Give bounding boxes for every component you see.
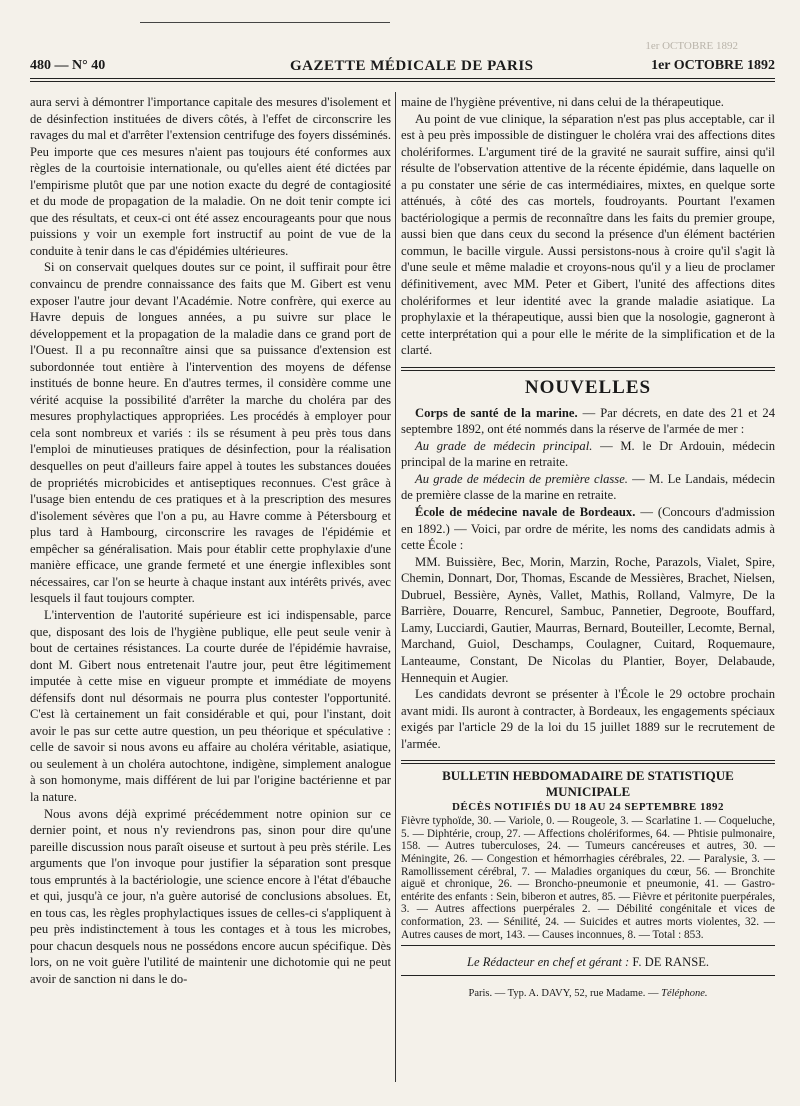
candidate-list: MM. Buissière, Bec, Morin, Marzin, Roche, Parazols, Vialet, Spire, Chemin, Donnart, Dor, Thomas, Escande de Messières, Brachet, Nielsen, Dubruel, Bessière, Aynès, Vallet, Mathis, Rolland, Valmyre, De la Barrière, Douarre, Rencurel, Sambuc, Pannetier, Degroote, Bouffard, Lamy, Lucciardi, Gautier, Maurras, Bernard, Bouteiller, Lecomte, Bernal, Marchand, Guiol, Deschamps, Coulagner, Cuitard, Roquemaure, Lanteaume, Constant, De Nicolas du Plantier, Boyer, Delabaude, Hennequin et Augier. bbox=[401, 554, 775, 685]
paragraph: L'intervention de l'autorité supérieure est ici indispensable, parce que, disposant des lois de l'hygiène publique, elle peut seule venir à bout de certaines résistances. La courte durée de l'épidémie havraise, dont M. Gibert nous entretenait l'autre jour, peut être légitimement imputée à cette mise en vigueur prompte et immédiate de moyens défensifs dont nul désormais ne pourra plus contester l'opportunité. C'est là certainement un fait considérable et qui, pour l'instant, doit avoir le pas sur cette autre question, un peu théorique et spéculative : celle de savoir si nous avons eu affaire au choléra véritable, asiatique, ou seulement à un choléra autochtone, indigène, simplement analogue à son homonyme, mais différent de lui par l'origine bactérienne et par la nature. bbox=[30, 607, 391, 804]
signature bbox=[401, 954, 775, 971]
news-closing: Les candidats devront se présenter à l'École le 29 octobre prochain avant midi. Ils auront à contracter, à Bordeaux, les engagements spéciaux exigés par l'article 29 de la loi du 15 juillet 1889 sur le recrutement de l'armée. bbox=[401, 687, 775, 751]
section-rule bbox=[401, 760, 775, 764]
grade-label: Au grade de médecin principal. bbox=[415, 438, 593, 453]
news-text: — M. Le Landais, médecin de première classe de la marine en retraite. bbox=[401, 471, 776, 503]
paragraph: Nous avons déjà exprimé précédemment notre opinion sur ce dernier point, et nous n'y reviendrons pas, sinon pour dire qu'une pareille discussion nous paraît oiseuse et surtout à peu près stérile. Les arguments que l'on invoque pour justifier la séparation sont presque tous empruntés à la bactériologie, une science encore à l'état d'ébauche et qui, jusqu'à ce jour, n'a guère autorisé de conclusions absolues. Et, en tous cas, les règles prophylactiques issues de celles-ci s'appliquent à peu près indistinctement à tous les contages et à tous les microbes, pour chacun desquels nous ne possédons encore aucun spécifique. Dès lors, on ne voit guère l'utilité de maintenir une dichotomie qui ne peut avoir de sanction ni dans le do- bbox=[30, 806, 391, 986]
journal-title: GAZETTE MÉDICALE DE PARIS bbox=[290, 58, 534, 74]
column-divider bbox=[395, 92, 396, 1082]
header-rule bbox=[30, 78, 775, 82]
section-rule bbox=[401, 367, 775, 371]
news-item bbox=[401, 405, 775, 438]
page-number: 480 — N° 40 bbox=[30, 58, 106, 73]
news-text: — (Concours d'admission en 1892.) — Voici, par ordre de mérite, les noms des candidats admis à cette École : bbox=[401, 505, 775, 553]
top-decorative-rule bbox=[140, 22, 390, 23]
bulletin-subheading: DÉCÈS NOTIFIÉS DU 18 AU 24 SEPTEMBRE 1892 bbox=[451, 801, 725, 814]
news-subheading: École de médecine navale de Bordeaux. bbox=[415, 505, 636, 520]
signature-rule bbox=[401, 945, 775, 946]
paragraph: aura servi à démontrer l'importance capitale des mesures d'isolement et de désinfection instituées de divers côtés, à l'effet de circonscrire les ravages du mal et d'arrêter l'extension centrifuge des foyers disséminés. Peu importe que ces mesures n'aient pas toujours été conformes aux règles de la courtoisie internationale, ou qu'elles aient été dictées par l'empirisme plutôt que par une notion exacte du degré de contagiosité et du mode de propagation de la maladie. On ne doit tenir compte ici que des résultats, et ceux-ci ont été assez encourageants pour que nous puissions y voir un exemple fort instructif au point de vue de la conduite à tenir dans le cas d'épidémies ultérieures. bbox=[30, 95, 391, 258]
bulletin-text: Fièvre typhoïde, 30. — Variole, 0. — Rougeole, 3. — Scarlatine 1. — Coqueluche, 5. — Diphtérie, croup, 27. — Affections cholériformes, 64. — Phtisie pulmonaire, 158. — Autres tuberculoses, 24. — Tumeurs cancéreuses et autres, 30. — Méningite, 26. — Congestion et hémorrhagies cérébrales, 22. — Paralysie, 3. — Ramollissement cérébral, 7. — Maladies organiques du cœur, 56. — Bronchite aiguë et chronique, 26. — Broncho-pneumonie et pneumonie, 41. — Gastro-entérite des enfants : Sein, biberon et autres, 85. — Fièvre et péritonite puerpérales, 3. — Autres affections puerpérales 2. — Débilité congénitale et vices de conformation, 23. — Sénilité, 24. — Suicides et autres morts violentes, 32. — Autres causes de mort, 143. — Causes inconnues, 8. — Total : 853. bbox=[401, 815, 775, 941]
page-header bbox=[30, 58, 775, 80]
signature-name: F. DE RANSE. bbox=[632, 955, 710, 970]
grade-label: Au grade de médecin de première classe. bbox=[415, 471, 628, 486]
news-text: — Par décrets, en date des 21 et 24 septembre 1892, ont été nommés dans la réserve de l'armée de mer : bbox=[401, 405, 776, 437]
printer-imprint bbox=[401, 986, 775, 1003]
news-subheading: Corps de santé de la marine. bbox=[415, 405, 578, 420]
imprint-phone: Téléphone. bbox=[661, 987, 708, 999]
paragraph: maine de l'hygiène préventive, ni dans celui de la thérapeutique. bbox=[401, 95, 724, 109]
right-column bbox=[401, 94, 775, 1002]
bulletin-heading: BULLETIN HEBDOMADAIRE DE STATISTIQUE MUNICIPALE bbox=[442, 768, 734, 800]
left-column bbox=[30, 94, 391, 988]
signature-rule bbox=[401, 975, 775, 976]
news-item bbox=[401, 438, 775, 471]
paragraph: Si on conservait quelques doutes sur ce point, il suffirait pour être convaincu de prendre connaissance des faits que M. Gibert est venu exposer l'autre jour devant l'Académie. Notre confrère, qui exerce au Havre depuis de longues années, a pu suivre sur place le développement et la propagation de la maladie dans ce grand port de l'Ouest. Il a pu reconnaître ainsi que sa puissance d'extension est subordonnée tout entière à l'intervention des moyens de défense institués de bonne heure. En d'autres termes, il considère comme une vérité acquise la possibilité d'arrêter la marche du choléra par des mesures prophylactiques appropriées. Les procédés à employer pour cela sont nombreux et variés : ils se résument à peu près tous dans l'emploi de minutieuses pratiques de désinfection, pour la réalisation desquelles on peut d'ailleurs faire appel à toutes les substances douées de propriétés microbicides et antiseptiques reconnues. C'est grâce à l'usage bien entendu de ces pratiques et à la prescription des mesures d'isolement sévères que l'on a pu, au Havre comme à Pétersbourg et plus tard à Hambourg, circonscrire les ravages de l'épidémie et empêcher sa généralisation. Mais pour établir cette prophylaxie d'une manière efficace, une grande fermeté et une énergie inflexibles sont nécessaires, car l'on se heurte à chaque instant aux intérêts privés, avec lesquels il faut toujours compter. bbox=[30, 260, 391, 606]
imprint-city: Paris. bbox=[468, 987, 493, 999]
signature-label: Le Rédacteur en chef et gérant : bbox=[466, 955, 630, 970]
news-text: — M. le Dr Ardouin, médecin principal de la marine en retraite. bbox=[401, 438, 775, 470]
news-item bbox=[401, 471, 775, 504]
paragraph: Au point de vue clinique, la séparation n'est pas plus acceptable, car il est à peu près impossible de distinguer le choléra vrai des affections dites cholériformes. L'argument tiré de la gravité ne saurait suffire, ainsi qu'il résulte de l'observation attentive de la récente épidémie, dans laquelle on a pu constater une série de cas intermédiaires, mixtes, en quelque sorte atténués, à côté des cas mortels, foudroyants. Pourtant l'examen bactériologique a permis de reconnaître dans les faits du premier groupe, aussi bien que dans ceux du second la présence d'un élément bactérien commun, le bacille virgule. Aussi persistons-nous à croire qu'il s'agit là d'une seule et même maladie et croyons-nous qu'il y a lieu de proclamer définitivement, avec MM. Peter et Gibert, l'unité des affections dites cholériformes et leur identité avec la grande maladie asiatique. La prophylaxie et la thérapeutique, aussi bien que la nosologie, gagneront à cette interprétation qui a pour elle le mérite de la simplification et de la clarté. bbox=[401, 111, 775, 358]
nouvelles-heading: NOUVELLES bbox=[524, 376, 652, 398]
imprint-printer: — Typ. A. DAVY, 52, rue Madame. — bbox=[492, 987, 662, 999]
issue-date: 1er OCTOBRE 1892 bbox=[651, 58, 775, 73]
news-item bbox=[401, 504, 775, 554]
bleed-through-date: 1er OCTOBRE 1892 bbox=[645, 40, 738, 52]
